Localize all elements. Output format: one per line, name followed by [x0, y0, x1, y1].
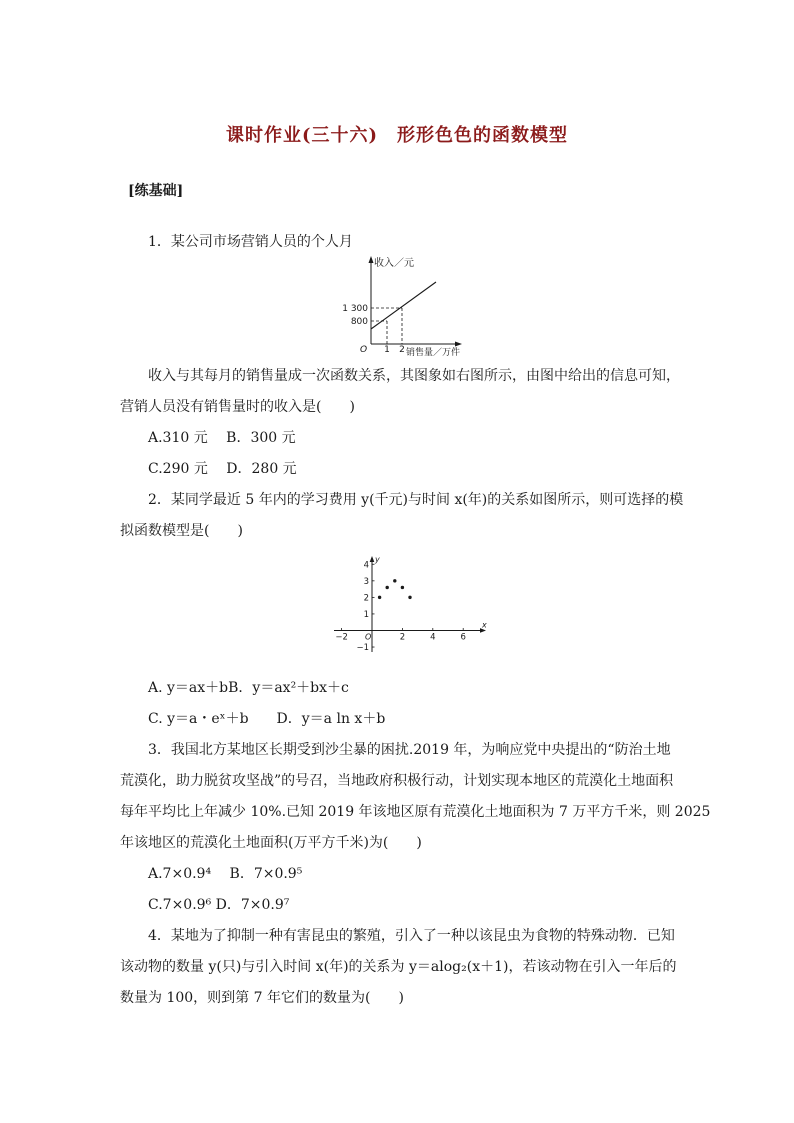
q2-x-tick-label: 2 [399, 632, 406, 643]
q1-stem-line1: 1．某公司市场营销人员的个人月 [148, 234, 353, 250]
q2-y-tick-label: 2 [363, 593, 369, 604]
q2-options-cd: C. y＝a・eˣ＋b D．y＝a ln x＋b [148, 711, 386, 727]
q1-graph [338, 254, 488, 358]
q2-scatter-chart [328, 552, 490, 656]
section-heading: [练基础] [128, 183, 184, 199]
q2-y-tick-label: 4 [363, 560, 369, 571]
q3-stem-line2: 荒漠化，助力脱贫攻坚战”的号召，当地政府积极行动，计划实现本地区的荒漠化土地面积 [120, 773, 674, 789]
q1-y-tick-1300: 1 300 [342, 304, 368, 314]
q4-stem-line1: 4．某地为了抑制一种有害昆虫的繁殖，引入了一种以该昆虫为食物的特殊动物．已知 [148, 928, 675, 944]
q3-stem-line1: 3．我国北方某地区长期受到沙尘暴的困扰.2019 年，为响应党中央提出的“防治土地 [148, 742, 671, 758]
q1-x-tick-2: 2 [399, 345, 405, 355]
q2-x-tick-label: 6 [460, 632, 466, 643]
q1-stem-line3: 营销人员没有销售量时的收入是( ) [120, 399, 355, 415]
q2-y-tick-label: 1 [363, 609, 369, 620]
page-title: 课时作业(三十六) 形形色色的函数模型 [225, 125, 569, 146]
q1-options-ab: A.310 元 B．300 元 [148, 430, 296, 446]
q1-x-arrow [455, 342, 462, 347]
q2-x-axis-label: x [482, 620, 487, 630]
q2-y-arrow [370, 556, 375, 562]
q1-income-line [371, 282, 436, 329]
q2-y-tick-label: −1 [356, 643, 369, 654]
q3-stem-line3: 每年平均比上年减少 10%.已知 2019 年该地区原有荒漠化土地面积为 7 万平方千米，则 2025 [120, 804, 711, 820]
q3-options-ab: A.7×0.9⁴ B．7×0.9⁵ [148, 866, 303, 882]
q1-y-label: 收入／元 [374, 258, 414, 269]
q1-y-tick-800: 800 [350, 317, 368, 327]
q2-data-point [401, 586, 404, 589]
q2-x-tick-label: −2 [335, 632, 348, 643]
q2-y-axis-label: y [375, 555, 380, 564]
q3-stem-line4: 年该地区的荒漠化土地面积(万平方千米)为( ) [120, 835, 422, 851]
q2-origin-label: O [365, 632, 372, 642]
q1-y-arrow [369, 256, 374, 263]
q2-y-tick-label: 3 [363, 576, 369, 587]
q4-stem-line3: 数量为 100，则到第 7 年它们的数量为( ) [120, 990, 404, 1006]
q2-stem-line1: 2．某同学最近 5 年内的学习费用 y(千元)与时间 x(年)的关系如图所示，则可选择的模 [148, 492, 684, 508]
q1-stem-line2: 收入与其每月的销售量成一次函数关系，其图象如右图所示，由图中给出的信息可知， [148, 368, 680, 384]
q2-stem-line2: 拟函数模型是( ) [120, 523, 243, 539]
q2-data-point [408, 596, 411, 599]
q1-x-tick-1: 1 [384, 345, 390, 355]
q1-origin: O [360, 345, 368, 355]
q2-data-point [393, 579, 396, 582]
q2-data-point [378, 596, 381, 599]
q2-data-point [386, 586, 389, 589]
q1-options-cd: C.290 元 D．280 元 [148, 461, 297, 477]
q1-x-label: 销售量／万件 [406, 348, 461, 358]
q2-options-ab: A. y＝ax＋bB．y＝ax²＋bx＋c [148, 680, 349, 696]
q4-stem-line2: 该动物的数量 y(只)与引入时间 x(年)的关系为 y＝alog₂(x＋1)，若该动物在引入一年后的 [120, 959, 677, 975]
q3-options-cd: C.7×0.9⁶ D．7×0.9⁷ [148, 897, 290, 913]
q2-x-tick-label: 4 [430, 632, 436, 643]
